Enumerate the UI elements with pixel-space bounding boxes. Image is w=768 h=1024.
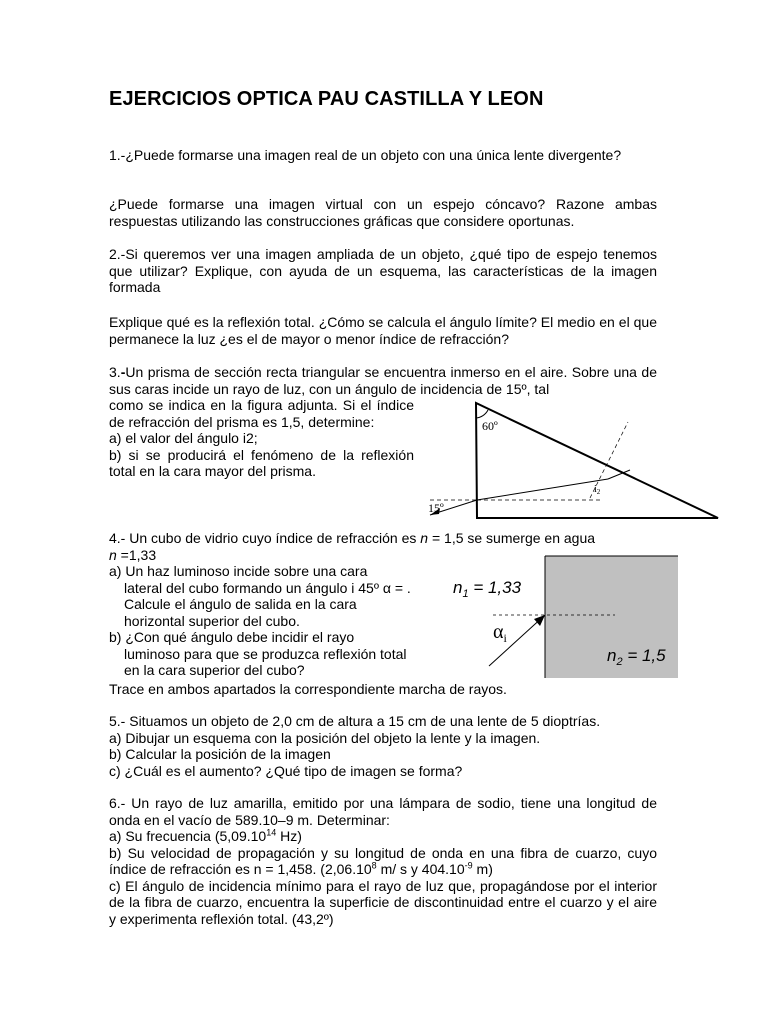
page-title: EJERCICIOS OPTICA PAU CASTILLA Y LEON — [109, 88, 544, 110]
q6-b-exponent-1: 8 — [371, 860, 377, 871]
question-4-parts — [109, 563, 439, 679]
question-6-part-a — [109, 828, 657, 845]
question-6-part-b — [109, 845, 657, 878]
question-6 — [109, 795, 657, 927]
prism-figure — [420, 400, 725, 525]
q6-a-text: a) Su frecuencia (5,09.10 — [109, 828, 267, 844]
question-3-statement: como se indica en la figura adjunta. Si el índice de refracción del prisma es 1,5, determine: — [109, 397, 414, 430]
q6-b-exponent-2: -9 — [464, 860, 473, 871]
question-5-part-a: a) Dibujar un esquema con la posición del objeto la lente y la imagen. — [109, 729, 541, 746]
n-symbol-water: n — [109, 546, 117, 563]
question-5 — [109, 713, 657, 779]
question-3-number: 3. — [109, 364, 121, 380]
question-2-part-1: 2.-Si queremos ver una imagen ampliada de un objeto, ¿qué tipo de espejo tenemos que utilizar? Explique, con ayuda de un esquema, las características de la imagen formada — [109, 246, 657, 295]
q6-b-tail: m) — [472, 861, 493, 877]
q4-a-line-4: horizontal superior del cubo. — [124, 612, 300, 629]
question-4-intro-b: = 1,5 se sumerge en agua — [428, 530, 596, 546]
angle-arc-60 — [476, 410, 488, 418]
question-4-intro-c: =1,33 — [116, 546, 157, 563]
alpha-i-label: $\alpha_i$ — [493, 621, 507, 645]
question-3-side-text — [109, 397, 414, 480]
q6-b-text: b) Su velocidad de propagación y su longitud de onda en una fibra de cuarzo, cuyo índice de refracción es n = 1,458. (2,06.10 — [109, 844, 657, 877]
q4-b-line-3: en la cara superior del cubo? — [124, 662, 305, 678]
question-3-part-b: b) si se producirá el fenómeno de la reflexión total en la cara mayor del prisma. — [109, 446, 414, 479]
question-1-part-1: 1.-¿Puede formarse una imagen real de un objeto con una única lente divergente? — [109, 147, 622, 163]
question-5-part-c: c) ¿Cuál es el aumento? ¿Qué tipo de imagen se forma? — [109, 762, 463, 779]
n-symbol: n — [420, 530, 429, 546]
cube-figure — [445, 556, 680, 681]
question-4-intro-a: 4.- Un cubo de vidrio cuyo índice de refracción es — [109, 530, 421, 546]
question-3-intro-text: Un prisma de sección recta triangular se encuentra inmerso en el aire. Sobre una de sus caras incide un rayo de luz, con un ángulo de incidencia de 15º, tal — [109, 364, 657, 397]
angle-label-60: 60º — [482, 419, 498, 433]
question-5-intro: 5.- Situamos un objeto de 2,0 cm de altura a 15 cm de una lente de 5 dioptrías. — [109, 713, 601, 729]
angle-label-15: 15º — [428, 501, 444, 515]
question-3-dash: - — [120, 364, 126, 380]
question-4-trace: Trace en ambos apartados la correspondiente marcha de rayos. — [109, 681, 507, 697]
q6-b-mid: m/ s y 404.10 — [376, 861, 465, 877]
q4-b-line-1: b) ¿Con qué ángulo debe incidir el rayo — [109, 629, 355, 645]
question-3-intro — [109, 364, 657, 397]
question-3-part-a: a) el valor del ángulo i2; — [109, 430, 258, 446]
question-6-part-c: c) El ángulo de incidencia mínimo para el rayo de luz que, propagándose por el interior de la fibra de cuarzo, encuentra la superficie de discontinuidad entre el cuarzo y el aire y experimenta reflexión total. (43,2º) — [109, 877, 657, 927]
question-6-intro: 6.- Un rayo de luz amarilla, emitido por una lámpara de sodio, tiene una longitud de onda en el vacío de 589.10–9 m. Determinar: — [109, 795, 657, 828]
refracted-ray — [477, 479, 608, 500]
q4-a-line-1: a) Un haz luminoso incide sobre una cara — [109, 563, 368, 579]
incident-arrowhead — [534, 615, 545, 626]
question-1-part-2: ¿Puede formarse una imagen virtual con un espejo cóncavo? Razone ambas respuestas utilizando las construcciones gráficas que considere oportunas. — [109, 196, 657, 229]
n1-label: $n_1 = 1,33$ — [453, 578, 522, 600]
q6-a-tail: Hz) — [276, 828, 302, 844]
n2-label: $n_2 = 1,5$ — [607, 646, 666, 668]
q4-b-line-2: luminoso para que se produzca reflexión total — [124, 645, 407, 662]
prism-triangle — [476, 403, 718, 518]
question-2-part-2: Explique qué es la reflexión total. ¿Cómo se calcula el ángulo límite? El medio en el que permanece la luz ¿es el de mayor o menor índice de refracción? — [109, 314, 657, 347]
angle-label-i2: $i_2$ — [594, 484, 601, 496]
q4-a-line-2: lateral del cubo formando un ángulo i 45º α = . — [124, 579, 411, 596]
q6-a-exponent: 14 — [266, 827, 277, 838]
q4-a-line-3: Calcule el ángulo de salida en la cara — [124, 596, 357, 612]
question-5-part-b: b) Calcular la posición de la imagen — [109, 746, 331, 762]
